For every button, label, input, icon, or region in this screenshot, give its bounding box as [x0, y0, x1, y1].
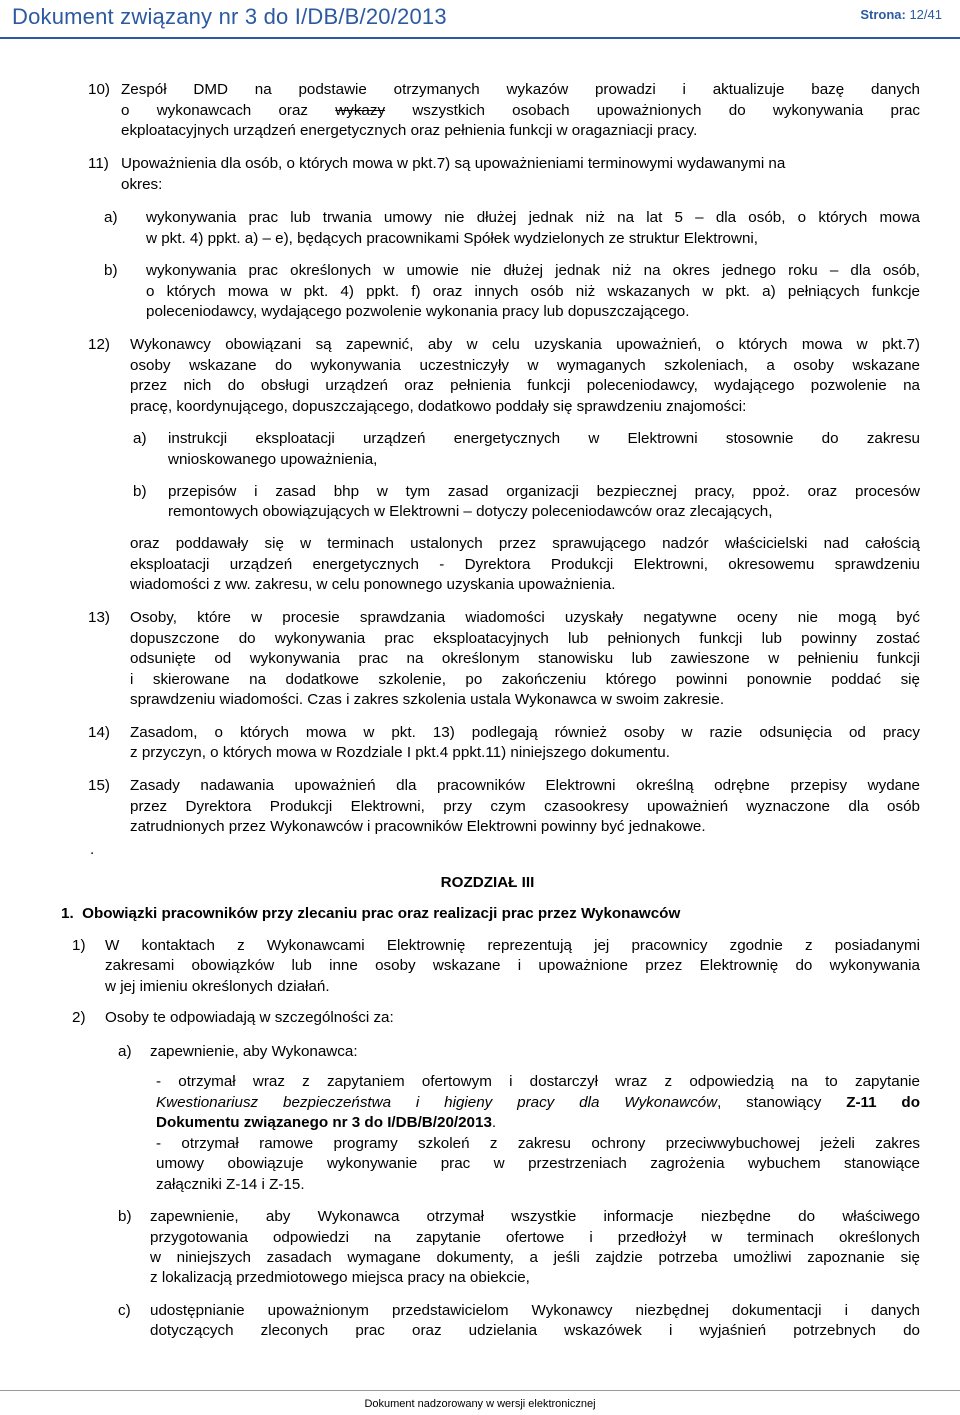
p11-a-line-1: wykonywania prac lub trwania umowy nie dłużej jednak niż na lat 5 – dla osób, o których mowa [146, 209, 920, 226]
chapter-heading: ROZDZIAŁ III [440, 874, 535, 891]
stray-dot: . [90, 841, 95, 858]
p11-line-1: Upoważnienia dla osób, o których mowa w pkt.7) są upoważnieniami terminowymi wydawanymi na [121, 155, 786, 172]
item-number: 11) [88, 155, 109, 172]
sub-label: a) [133, 430, 147, 447]
p14-line-2: z przyczyn, o których mowa w Rozdziale I pkt.4 ppkt.11) niniejszego dokumentu. [130, 744, 670, 761]
page-label: Strona: [860, 7, 906, 22]
attachment-ref: Z-11 do [846, 1094, 920, 1111]
s2-c-line-2: dotyczących zleconych prac oraz udzielania wskazówek i wyjaśnień potrzebnych do [150, 1322, 920, 1339]
p14-line-1: Zasadom, o których mowa w pkt. 13) podlegają również osoby w razie odsunięcia od pracy [130, 724, 920, 741]
p11-b-line-2: o których mowa w pkt. 4) ppkt. f) oraz innych osób niż wskazanych w pkt. a) pełniących funkcje [146, 283, 920, 300]
s2-b-line-4: z lokalizacją przedmiotowego miejsca pracy na obiekcie, [150, 1269, 530, 1286]
p13-line-5: sprawdzeniu wiadomości. Czas i zakres szkolenia ustala Wykonawca w swoim zakresie. [130, 691, 725, 708]
p12-line-2: osoby wskazane do wykonywania uczestniczyły w wymaganych szkoleniach, a osoby wskazane [130, 357, 920, 374]
header-divider [0, 37, 960, 39]
footer-divider [0, 1390, 960, 1391]
document-header [0, 0, 960, 40]
dash-text: , stanowiący [717, 1094, 822, 1111]
page-footer [0, 1398, 960, 1410]
s2-b-line-2: przygotowania odpowiedzi na zapytanie ofertowe i przedłożył w terminach określonych [150, 1229, 920, 1246]
item-number: 14) [88, 724, 110, 741]
sub-label: c) [118, 1302, 131, 1319]
p12-line-3: przez nich do obsługi urządzeń oraz pełnienia funkcji poleceniodawcy, wydającego pozwolenie na [130, 377, 920, 394]
sub-label: b) [133, 483, 147, 500]
item-number: 12) [88, 336, 110, 353]
s2-b-line-3: w niniejszych zasadach wymagane dokumenty, a jeśli zajdzie potrzeba umożliwi zapoznanie się [150, 1249, 920, 1266]
p10-line-2 [121, 101, 920, 122]
s2-dash1-line-1: - otrzymał wraz z zapytaniem ofertowym i dostarczył wraz z odpowiedzią na to zapytanie [156, 1073, 920, 1090]
p10-line-1: Zespół DMD na podstawie otrzymanych wykazów prowadzi i aktualizuje bazę danych [121, 81, 920, 98]
p13-line-1: Osoby, które w procesie sprawdzania wiadomości uzyskały negatywne oceny nie mogą być [130, 609, 920, 626]
p12-cont-line-2: eksploatacji urządzeń energetycznych - Dyrektora Produkcji Elektrowni, okresowemu sprawdzeniu [130, 556, 920, 573]
p13-line-4: i skierowane na dodatkowe szkolenie, po zakończeniu którego powinni ponownie poddać się [130, 671, 920, 688]
p11-b-line-1: wykonywania prac określonych w umowie nie dłużej jednak niż na okres jednego roku – dla osób, [146, 262, 920, 279]
p12-b-line-2: remontowych obowiązujących w Elektrowni – dotyczy poleceniodawców oraz zlecających, [168, 503, 773, 520]
p12-line-4: pracę, koordynującego, dopuszczającego, dodatkowo poddały się sprawdzeniu znajomości: [130, 398, 747, 415]
dash-text: . [491, 1114, 497, 1131]
item-number: 15) [88, 777, 110, 794]
p12-a-line-1: instrukcji eksploatacji urządzeń energetycznych w Elektrowni stosownie do zakresu [168, 430, 920, 447]
page-number: 12/41 [909, 7, 942, 22]
item-number: 13) [88, 609, 110, 626]
item-number: 10) [88, 81, 110, 98]
s2-line-1: Osoby te odpowiadają w szczególności za: [105, 1009, 394, 1026]
section-title: Obowiązki pracowników przy zlecaniu prac oraz realizacji prac przez Wykonawców [82, 905, 681, 922]
s2-b-line-1: zapewnienie, aby Wykonawca otrzymał wszystkie informacje niezbędne do właściwego [150, 1208, 920, 1225]
sub-label: a) [104, 209, 118, 226]
p11-line-2: okres: [121, 176, 163, 193]
item-number: 2) [72, 1009, 86, 1026]
document-title: Dokument związany nr 3 do I/DB/B/20/2013 [12, 4, 447, 29]
p10-line-3: ekploatacyjnych urządzeń energetycznych oraz pełnienia funkcji w oragazniacji pracy. [121, 122, 698, 139]
item-number: 1) [72, 937, 86, 954]
document-ref: Dokumentu związanego nr 3 do I/DB/B/20/2013 [156, 1114, 492, 1131]
section-heading [61, 904, 921, 925]
s2-a-line-1: zapewnienie, aby Wykonawca: [150, 1043, 358, 1060]
p11-a-line-2: w pkt. 4) ppkt. a) – e), będących pracownikami Spółek wydzielonych ze struktur Elektrowni, [146, 230, 758, 247]
p15-line-2: przez Dyrektora Produkcji Elektrowni, przy czym czasookresy upoważnień wyznaczone dla osób [130, 798, 920, 815]
sub-label: b) [104, 262, 118, 279]
p12-b-line-1: przepisów i zasad bhp w tym zasad organizacji bezpiecznej pracy, ppoż. oraz procesów [168, 483, 920, 500]
section-number: 1. [61, 905, 74, 922]
p10-text: o wykonawcach oraz [121, 102, 309, 119]
s2-dash1-line-3 [156, 1113, 920, 1134]
p13-line-3: odsunięte od wykonywania prac na określonym stanowisku lub zawieszone w pełnieniu funkcji [130, 650, 920, 667]
questionnaire-title: Kwestionariusz bezpieczeństwa i higieny pracy dla Wykonawców [156, 1094, 718, 1111]
p12-cont-line-1: oraz poddawały się w terminach ustalonych przez sprawującego nadzór właścicielski nad całością [130, 535, 920, 552]
footer-text: Dokument nadzorowany w wersji elektronicznej [364, 1398, 596, 1410]
page-indicator [860, 7, 942, 22]
p12-line-1: Wykonawcy obowiązani są zapewnić, aby w celu uzyskania upoważnień, o których mowa w pkt.7) [130, 336, 920, 353]
p15-line-1: Zasady nadawania upoważnień dla pracowników Elektrowni określną odrębne przepisy wydane [130, 777, 920, 794]
s2-dash1-line-2 [156, 1093, 920, 1114]
p12-cont-line-3: wiadomości z ww. zakresu, w celu ponownego uzyskania upoważnienia. [130, 576, 616, 593]
p11-b-line-3: poleceniodawcy, wydającego pozwolenie wykonania pracy lub dopuszczającego. [146, 303, 690, 320]
s2-dash2-line-1: - otrzymał ramowe programy szkoleń z zakresu ochrony przeciwwybuchowej jeżeli zakres [156, 1135, 920, 1152]
struck-word: wykazy [335, 102, 386, 119]
p10-text: wszystkich osobach upoważnionych do wykonywania prac [412, 102, 920, 119]
s1-line-1: W kontaktach z Wykonawcami Elektrownię reprezentują jej pracownicy zgodnie z posiadanymi [105, 937, 920, 954]
s2-dash2-line-3: załączniki Z-14 i Z-15. [156, 1176, 305, 1193]
s2-c-line-1: udostępnianie upoważnionym przedstawicielom Wykonawcy niezbędnej dokumentacji i danych [150, 1302, 920, 1319]
s1-line-3: w jej imieniu określonych działań. [105, 978, 330, 995]
s1-line-2: zakresami obowiązków lub inne osoby wskazane i upoważnione przez Elektrownię do wykonywania [105, 957, 920, 974]
sub-label: a) [118, 1043, 132, 1060]
p15-line-3: zatrudnionych przez Wykonawców i pracowników Elektrowni powinny być jednakowe. [130, 818, 706, 835]
s2-dash2-line-2: umowy obowiązuje wykonywanie prac w przestrzeniach zagrożenia wybuchem stanowiące [156, 1155, 920, 1172]
sub-label: b) [118, 1208, 132, 1225]
p13-line-2: dopuszczone do wykonywania prac eksploatacyjnych lub pełnionych funkcji lub powinny zostać [130, 630, 920, 647]
p12-a-line-2: wnioskowanego upoważnienia, [168, 451, 378, 468]
